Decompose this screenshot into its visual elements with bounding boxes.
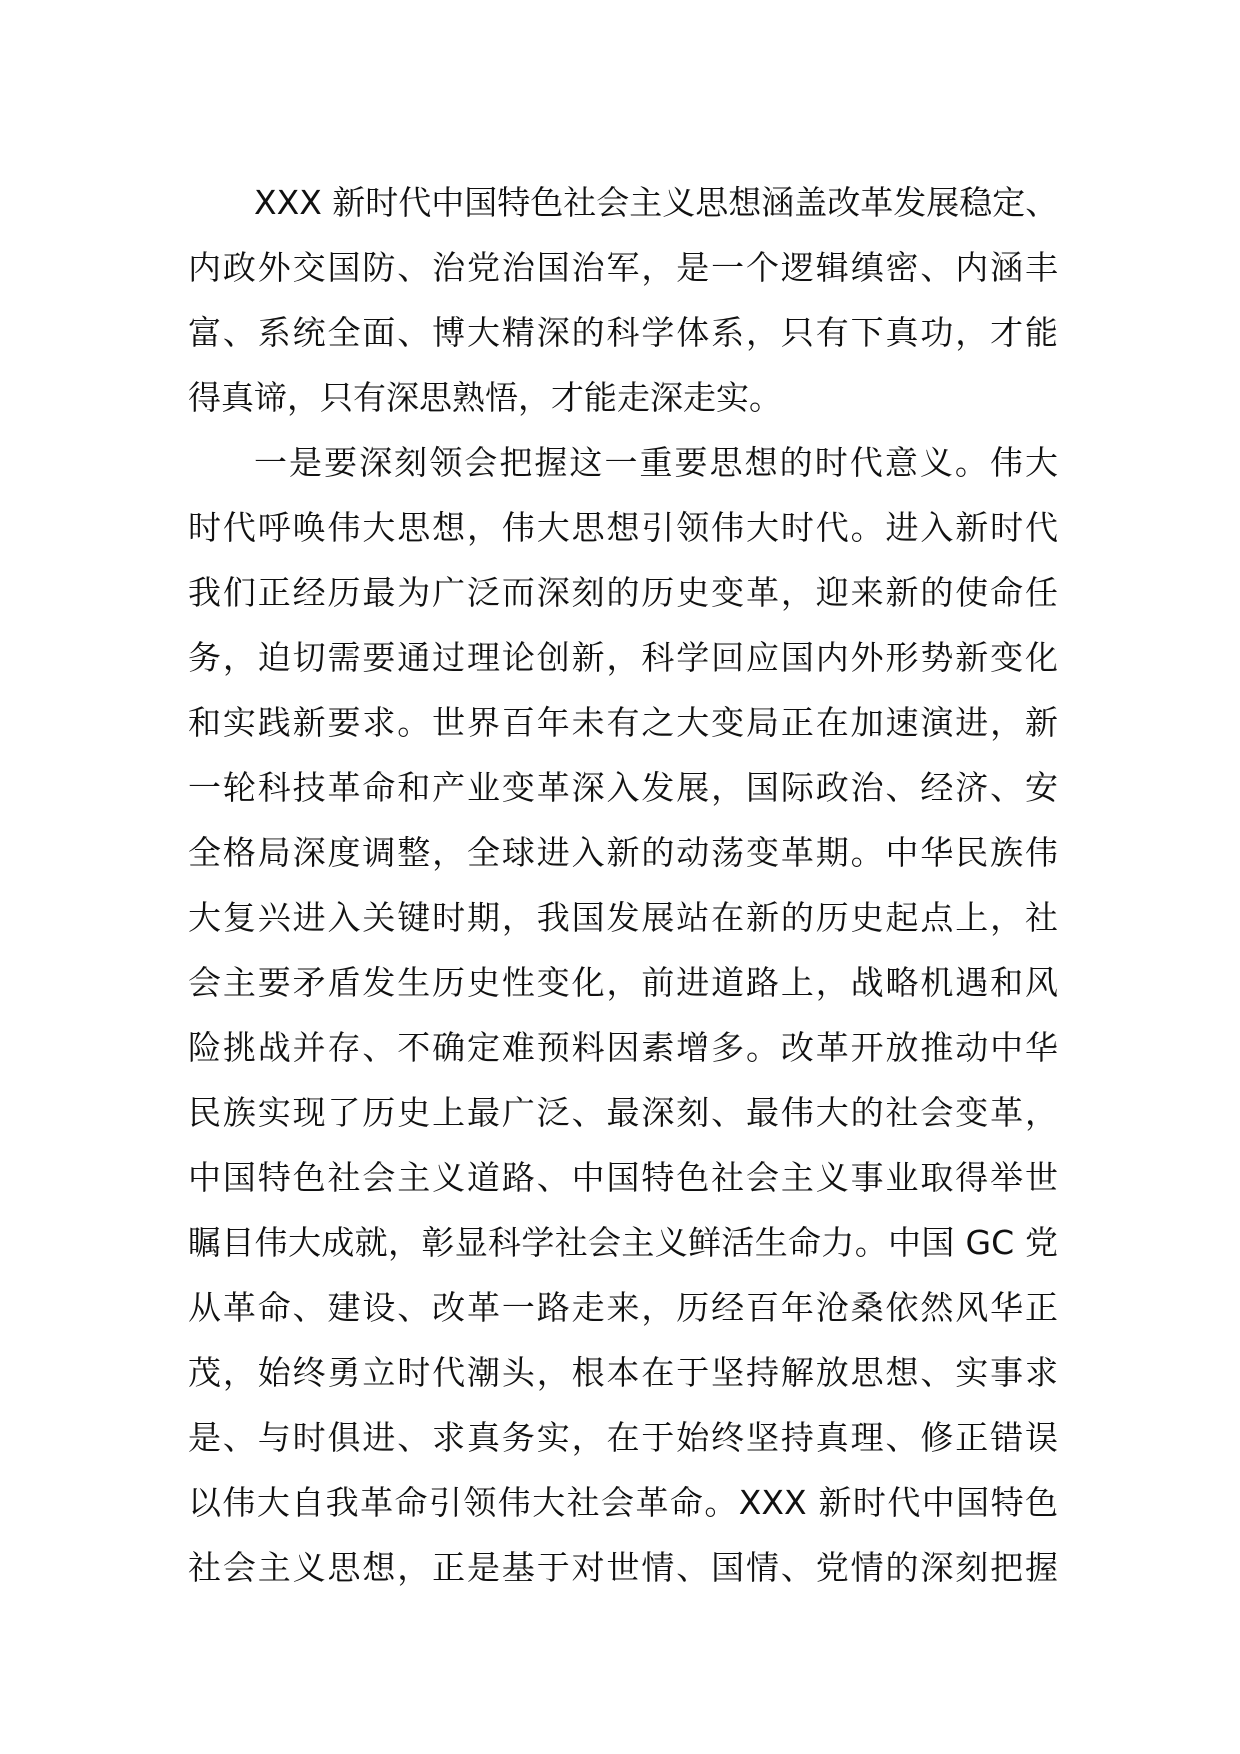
- text-line: 社会主义思想，正是基于对世情、国情、党情的深刻把握: [188, 1548, 1058, 1587]
- text-line: 内政外交国防、治党治国治军，是一个逻辑缜密、内涵丰: [188, 248, 1058, 287]
- text-line: XXX 新时代中国特色社会主义思想涵盖改革发展稳定、: [254, 183, 1058, 222]
- text-line: 会主要矛盾发生历史性变化，前进道路上，战略机遇和风: [188, 963, 1058, 1002]
- text-line: 险挑战并存、不确定难预料因素增多。改革开放推动中华: [188, 1028, 1058, 1067]
- text-line: 务，迫切需要通过理论创新，科学回应国内外形势新变化: [188, 638, 1058, 677]
- text-line: 一轮科技革命和产业变革深入发展，国际政治、经济、安: [188, 768, 1058, 807]
- paragraph-intro: [188, 170, 1058, 430]
- text-line: 时代呼唤伟大思想，伟大思想引领伟大时代。进入新时代: [188, 508, 1058, 547]
- paragraph-era-significance: [188, 430, 1058, 1600]
- text-line: 富、系统全面、博大精深的科学体系，只有下真功，才能: [188, 313, 1058, 352]
- text-line: 从革命、建设、改革一路走来，历经百年沧桑依然风华正: [188, 1288, 1058, 1327]
- text-line: 一是要深刻领会把握这一重要思想的时代意义。伟大: [254, 443, 1058, 482]
- text-line: 得真谛，只有深思熟悟，才能走深走实。: [188, 378, 782, 417]
- text-line: 茂，始终勇立时代潮头，根本在于坚持解放思想、实事求: [188, 1353, 1058, 1392]
- text-line: 和实践新要求。世界百年未有之大变局正在加速演进，新: [188, 703, 1058, 742]
- text-line: 民族实现了历史上最广泛、最深刻、最伟大的社会变革，: [188, 1093, 1058, 1132]
- text-line: 是、与时俱进、求真务实，在于始终坚持真理、修正错误: [188, 1418, 1058, 1457]
- text-line: 中国特色社会主义道路、中国特色社会主义事业取得举世: [188, 1158, 1058, 1197]
- text-line: 大复兴进入关键时期，我国发展站在新的历史起点上，社: [188, 898, 1058, 937]
- text-line: 我们正经历最为广泛而深刻的历史变革，迎来新的使命任: [188, 573, 1058, 612]
- text-line: 以伟大自我革命引领伟大社会革命。XXX 新时代中国特色: [188, 1483, 1058, 1522]
- text-line: 全格局深度调整，全球进入新的动荡变革期。中华民族伟: [188, 833, 1058, 872]
- text-line: 瞩目伟大成就，彰显科学社会主义鲜活生命力。中国 GC 党: [188, 1223, 1058, 1262]
- document-body: [188, 170, 1058, 1600]
